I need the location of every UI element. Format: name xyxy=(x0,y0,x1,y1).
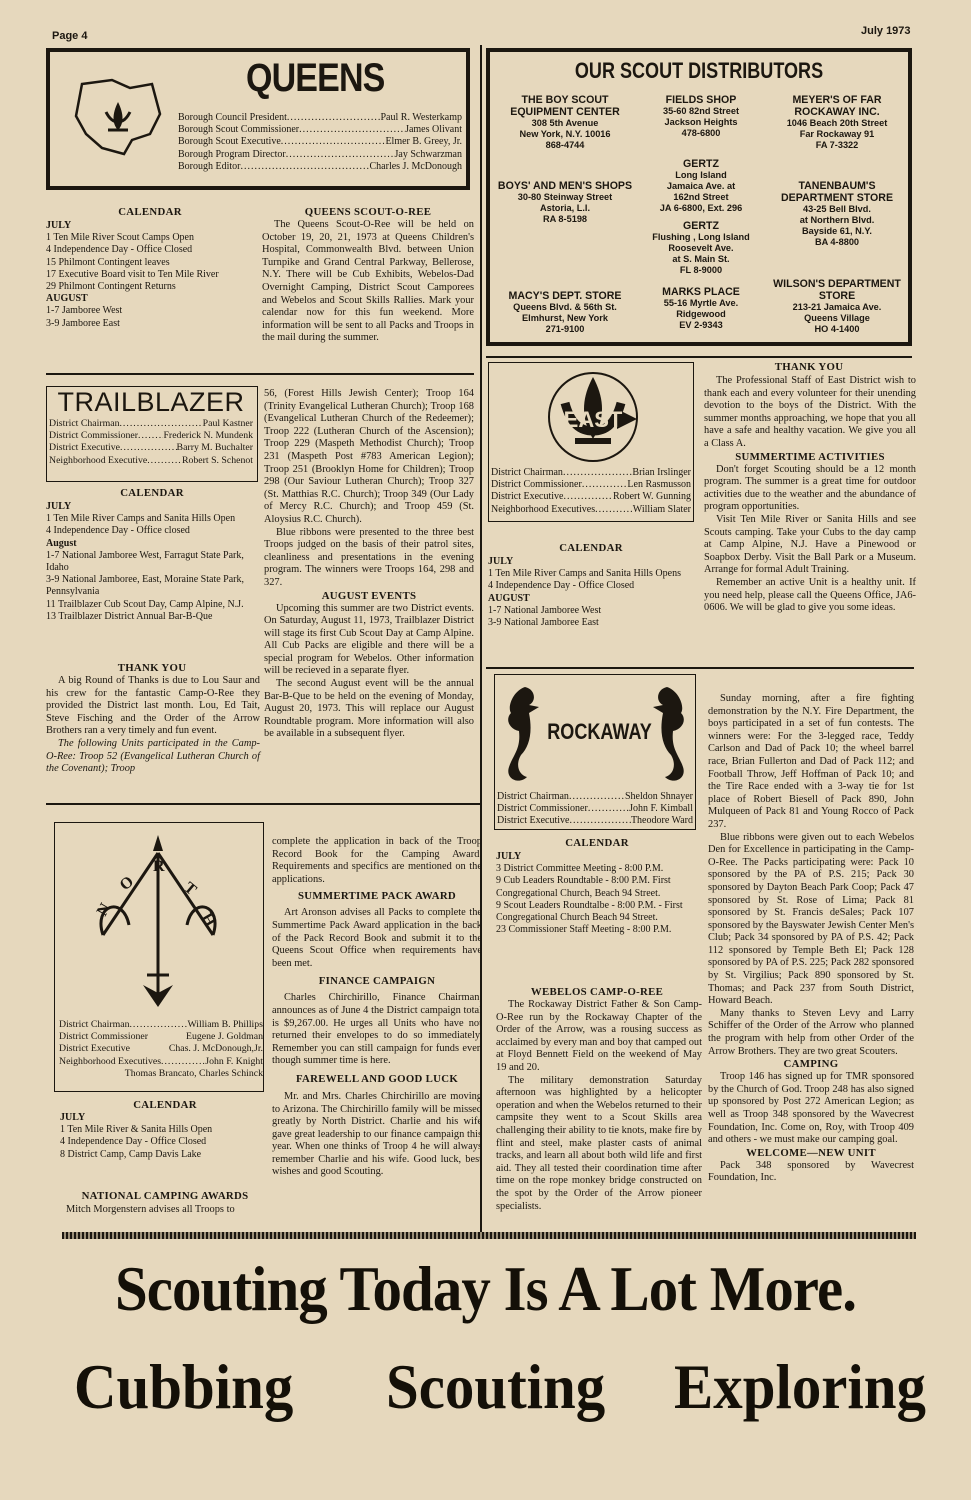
section-divider xyxy=(46,803,480,805)
page-number: Page 4 xyxy=(52,30,88,42)
rockaway-staff-list xyxy=(497,791,693,828)
trailblazer-thanks-text: A big Round of Thanks is due to Lou Saur and his crew for the fantastic Camp-O-Ree they provided the District last month. Lou, Ed Tait, Steve Fisching and the Order of the Arrow Brothers ran a very timely and fun event. The following Units participated in the Camp-O-Ree: Troop 52 (Evangelical Lutheran Church of the Covenant); Troop xyxy=(46,675,260,775)
distributor-entry: TANENBAUM'S DEPARTMENT STORE 43-25 Bell Blvd. at Northern Blvd. Bayside 61, N.Y. BA 4-8800 xyxy=(780,180,894,247)
north-letter-n: N xyxy=(93,900,115,919)
north-farewell-heading: FAREWELL AND GOOD LUCK xyxy=(295,1072,459,1085)
rockaway-title: ROCKAWAY xyxy=(547,719,652,744)
distributors-col-2 xyxy=(638,94,764,331)
distributors-col-3 xyxy=(766,94,908,335)
rockaway-calendar-heading: CALENDAR xyxy=(565,837,629,849)
distributor-entry: WILSON'S DEPARTMENT STORE 213-21 Jamaica Ave. Queens Village HO 4-1400 xyxy=(773,278,901,334)
trailblazer-calendar-heading: CALENDAR xyxy=(120,487,184,499)
north-emblem-icon xyxy=(83,825,233,1015)
section-divider xyxy=(46,373,474,375)
rockaway-calendar: JULY 3 District Committee Meeting - 8:00 P.M. 9 Cub Leaders Roundtable - 8:00 P.M. First Congregational Church, Beach 94 Street. 9 Scout Leaders Roundtalbe - 8:00 P.M. - First Congregational Church Beach 94 Street. 23 Commissioner Staff Meeting - 8:00 P.M. xyxy=(496,851,683,936)
trailblazer-staff-row: District Chairman ..... Paul Kastner xyxy=(49,418,253,430)
queens-staff-row: Borough Scout Commissioner ..... James Olivant xyxy=(178,124,462,136)
slogan-scouting: Scouting xyxy=(386,1351,606,1422)
north-calendar-heading: CALENDAR xyxy=(133,1099,197,1111)
north-col2: complete the application in back of the Troop Record Book for the Camping Award. Requirements and specifics are mentioned on the applications. SUMMERTIME PACK AWARD Art Aronson advises all Packs to complete the Summertime Pack Award application in the back of the Pack Record Book and submit it to the Queens Scout Office when requirements have been met. FINANCE CAMPAIGN Charles Chirchirillo, Finance Chairman, announces as of June 4 the District campaign total is $9,267.00. He urges all Units who have not returned their envelopes to do so immediately. Remember you can still campaign for funds even though summer time is here. FAREWELL AND GOOD LUCK Mr. and Mrs. Charles Chirchirillo are moving to Arizona. The Chirchirillo family will be missed greatly by North District. Charlie and his wife gave great leadership to our finance campaign this year. When one thinks of Troop 4 he will always remember Charlie and his wife. Good luck, best wishes and good Scouting. xyxy=(272,836,482,1178)
rockaway-webelos-text: The Rockaway District Father & Son Camp-O-Ree run by the Rockaway Chapter of the Order of the Arrow, was a rousing success as acclaimed by every man and boy that camped out at Floyd Bennett Field on the weekend of May 19 and 20. The military demonstration Saturday afternoon was highlighted by a helicopter operation and when the Webelos returned to their campsite they went to a Scout Skills area challenging their ability to tie knots, make fire by flint and steel, make plaster casts of animal tracks, and learn all about both wild life and first aid. They all tested their coordination time after time on the rope monkey bridge constructed on the spot by the Order of the Arrow pioneer specialists. xyxy=(496,999,703,1212)
distributor-entry: THE BOY SCOUT EQUIPMENT CENTER 308 5th Avenue New York, N.Y. 10016 868-4744 xyxy=(510,94,620,150)
east-summer-heading: SUMMERTIME ACTIVITIES xyxy=(735,450,885,463)
north-awards-text: Mitch Morgenstern advises all Troops to xyxy=(66,1204,235,1215)
north-staff-row: District Commissioner Eugene J. Goldman xyxy=(59,1031,263,1043)
trailblazer-august-heading: AUGUST EVENTS xyxy=(321,589,417,602)
trailblazer-title: TRAILBLAZER xyxy=(57,387,245,417)
east-staff-row: District Executive ..... Robert W. Gunning xyxy=(491,491,691,503)
east-col2: The Professional Staff of East District wish to thank each and every volunteer for their unending devotion to the boys of the District. With the summer months approaching, we hope that you all have a safe and healthy vacation. We give you all a Class A. SUMMERTIME ACTIVITIES Don't forget Scouting should be a 12 month program. The summer is a great time for outdoor activities due to the weather and the abundance of program opportunities. Visit Ten Mile River or Sanita Hills and see Scouts camping. Take your Cubs to the day camp at Camp Alpine, N.J. Have a Pinewood or Soapbox Derby. Visit the Ball Park or a Museum. Arrange for formal Adult Training. Remember an active Unit is a healthy unit. If you need help, please call the Queens Office, JA6-0606. We will be glad to give you some ideas. xyxy=(704,375,916,614)
trailblazer-masthead xyxy=(46,386,258,482)
distributors-box xyxy=(486,48,912,346)
east-emblem-icon xyxy=(545,369,641,465)
rockaway-camping-heading: CAMPING xyxy=(783,1058,839,1071)
distributor-entry: FIELDS SHOP 35-60 82nd Street Jackson Heights 478-6800 xyxy=(662,94,740,138)
queens-calendar: JULY 1 Ten Mile River Scout Camps Open 4 Independence Day - Office Closed 15 Philmont Contingent leaves 17 Executive Board visit to Ten Mile River 29 Philmont Contingent Returns AUGUST 1-7 Jamboree West 3-9 Jamboree East xyxy=(46,220,219,329)
distributors-col-1 xyxy=(496,94,634,335)
north-letter-o: O xyxy=(116,873,138,895)
north-staff-row: Neighborhood Executives ..... John F. Knight xyxy=(59,1056,263,1068)
north-letter-t: T xyxy=(180,879,200,899)
rockaway-staff-row: District Executive ..... Theodore Ward xyxy=(497,815,693,827)
east-emblem-label: EAST xyxy=(563,407,623,432)
queens-title: QUEENS xyxy=(246,56,385,100)
north-awards-heading: NATIONAL CAMPING AWARDS xyxy=(81,1190,249,1202)
queens-staff-row: Borough Program Director ..... Jay Schwarzman xyxy=(178,149,462,161)
north-staff-list xyxy=(59,1019,263,1080)
north-staff-row: District Chairman ..... William B. Phillips xyxy=(59,1019,263,1031)
queens-calendar-heading: CALENDAR xyxy=(118,206,182,218)
distributor-entry: MARKS PLACE 55-16 Myrtle Ave. Ridgewood EV 2-9343 xyxy=(662,286,740,330)
section-divider xyxy=(486,667,914,669)
seahorse-right-icon xyxy=(651,683,693,787)
east-staff-row: Neighborhood Executives ..... William Slater xyxy=(491,504,691,516)
slogan-exploring: Exploring xyxy=(674,1351,926,1422)
queens-masthead xyxy=(46,48,470,190)
slogan-headline: Scouting Today Is A Lot More. xyxy=(114,1253,857,1324)
east-staff-list xyxy=(491,467,691,516)
distributor-entry: BOYS' AND MEN'S SHOPS 30-80 Steinway Street Astoria, L.I. RA 8-5198 xyxy=(497,180,633,224)
queens-scoutoree-heading: QUEENS SCOUT-O-REE xyxy=(304,206,432,218)
distributor-entry: GERTZ Long Island Jamaica Ave. at 162nd Street JA 6-6800, Ext. 296 xyxy=(659,158,743,213)
queens-staff-row: Borough Scout Executive ..... Elmer B. Greey, Jr. xyxy=(178,136,462,148)
rockaway-webelos-heading: WEBELOS CAMP-O-REE xyxy=(530,986,664,998)
slogan-rule xyxy=(62,1232,916,1239)
queens-scoutoree-text: The Queens Scout-O-Ree will be held on October 19, 20, 21, 1973 at Queens Children's Hospital, Commonwealth Blvd. between Union Turnpike and Grand Central Parkway, Bellerose, N.Y. There will be Cub Exhibits, Webelos-Dad Overnight Camping, District Scout Camporees and Webelos and Scout Skills Rallies. Mark your calendar now for this fun weekend. More information will be sent to all Packs and Troops in the mail during the summer. xyxy=(262,219,474,344)
north-masthead xyxy=(54,822,264,1092)
north-letter-r: R xyxy=(153,858,165,875)
rockaway-col2: Sunday morning, after a fire fighting demonstration by the N.Y. Fire Department, the boys participated in a set of fun contests. The winners were: For the 3-legged race, Teddy Carlson and Dad of Pack 10; the wheel barrel race, Brian Fullerton and Dad of Pack 112; and Football Throw, Jeff Hoffman of Pack 10; and the Tire Race ended with a 3-way tie for 1st place of Robert Biesell of Pack 890, John Mulqueen of Pack 81 and Young Rocco of Pack 237. Blue ribbons were given out to each Webelos Den for Excellence in participating in the Camp-O-Ree. The Packs participating were: Pack 10 sponsored by the PA of P.S. 215; Pack 30 sponsored by Dayton Beach Park Coop; Pack 47 sponsored by St. Rose of Lima; Pack 81 sponsored by St. Francis deSales; Pack 107 sponsored by the Bayswater Jewish Center Men's Club; Pack 34 sponsored by PA of P.S. 42; Pack 112 sponsored by Temple Beth El; Pack 128 sponsored by PA of P.S. 225; Pack 282 sponsored by St. Virgilius; Pack 890 sponsored by St. Thomas; and Pack 237 from South District, Howard Beach. Many thanks to Steven Levy and Larry Schiffer of the Order of the Arrow who planned the program with help from other Order of the Arrow Brothers. They are two great Scouters. CAMPING Troop 146 has signed up for TMR sponsored by the Church of God. Troop 248 has also signed up sponsored by Post 272 American Legion; as well as Troop 348 sponsored by the Wavecrest Foundation, Inc. Come on, Roy, with Troop 409 and others - we must make our camping goal. WELCOME—NEW UNIT Pack 348 sponsored by Wavecrest Foundation, Inc. xyxy=(708,693,914,1184)
trailblazer-staff-row: District Executive ..... Barry M. Buchalter xyxy=(49,442,253,454)
distributor-entry: MEYER'S OF FAR ROCKAWAY INC. 1046 Beach 20th Street Far Rockaway 91 FA 7-3322 xyxy=(786,94,888,150)
east-masthead xyxy=(488,362,694,522)
queens-map-icon xyxy=(72,74,164,158)
section-divider xyxy=(486,356,912,358)
queens-staff-row: Borough Editor ..... Charles J. McDonough xyxy=(178,161,462,173)
north-letter-h: H xyxy=(197,910,219,930)
rockaway-masthead xyxy=(494,674,696,830)
rockaway-staff-row: District Chairman ..... Sheldon Shnayer xyxy=(497,791,693,803)
trailblazer-calendar: JULY 1 Ten Mile River Camps and Sanita Hills Open 4 Independence Day - Office closed August 1-7 National Jamboree West, Farragut State Park, Idaho 3-9 National Jamboree, East, Moraine State Park, Pennsylvania 11 Trailblazer Cub Scout Day, Camp Alpine, N.J. 13 Trailblazer District Annual Bar-B-Que xyxy=(46,501,244,622)
trailblazer-staff-list xyxy=(49,418,253,467)
queens-staff-row: Borough Council President ..... Paul R. Westerkamp xyxy=(178,112,462,124)
trailblazer-staff-row: District Commissioner ..... Frederick N. Mundenk xyxy=(49,430,253,442)
distributor-entry: MACY'S DEPT. STORE Queens Blvd. & 56th St. Elmhurst, New York 271-9100 xyxy=(508,290,622,334)
slogan-cubbing: Cubbing xyxy=(74,1351,294,1422)
north-pack-heading: SUMMERTIME PACK AWARD xyxy=(297,890,457,903)
north-calendar: JULY 1 Ten Mile River & Sanita Hills Open 4 Independence Day - Office Closed 8 District Camp, Camp Davis Lake xyxy=(60,1112,213,1160)
trailblazer-staff-row: Neighborhood Executive ..... Robert S. Schenot xyxy=(49,455,253,467)
north-staff-row: District Executive Chas. J. McDonough,Jr. xyxy=(59,1043,263,1055)
distributor-entry: GERTZ Flushing , Long Island Roosevelt Ave. at S. Main St. FL 8-9000 xyxy=(652,220,750,275)
distributors-title: OUR SCOUT DISTRIBUTORS xyxy=(574,58,824,83)
queens-staff-list xyxy=(178,112,462,173)
issue-date: July 1973 xyxy=(861,25,911,37)
east-staff-row: District Commissioner ..... Len Rasmusson xyxy=(491,479,691,491)
east-thanks-heading: THANK YOU xyxy=(774,361,844,373)
east-calendar-heading: CALENDAR xyxy=(559,542,623,554)
east-staff-row: District Chairman ..... Brian Irslinger xyxy=(491,467,691,479)
north-staff-extra: Thomas Brancato, Charles Schinck xyxy=(124,1067,263,1079)
rockaway-welcome-heading: WELCOME—NEW UNIT xyxy=(746,1146,876,1159)
rockaway-staff-row: District Commissioner ..... John F. Kimball xyxy=(497,803,693,815)
trailblazer-col2: 56, (Forest Hills Jewish Center); Troop 164 (Trinity Evangelical Lutheran Church); Troop 168 (Evangelical Lutheran Church of the Redeemer); Troop 222 (Lutheran Church of the Ascension); Troop 229 (Maspeth Methodist Church); Troop 231 (Maspeth Post #783 American Legion); Troop 251 (Brooklyn Home for Children); Troop 298 (Our Saviour Lutheran Church); Troop 327 (St. Matthias R.C. Church); Troop 349 (Our Lady of Mercy R.C. Church); and Troop 459 (St. Aloysius R.C. Church). Blue ribbons were presented to the three best Troops judged on the basis of their patrol sites, cleanliness and presentations in the evening program. The winners were Troops 164, 298 and 327. AUGUST EVENTS Upcoming this summer are two District events. On Saturday, August 11, 1973, Trailblazer District will stage its first Cub Scout Day at Camp Alpine. All Cub Packs are eligible and there will be a special program for Webelos. Other information will be recieved in a separate flyer. The second August event will be the annual Bar-B-Que to be held on the evening of Monday, August 20, 1973. This will replace our August Roundtable program. More information will also be available in a subsequent flyer. xyxy=(264,388,474,740)
trailblazer-thanks-heading: THANK YOU xyxy=(117,662,187,674)
east-calendar: JULY 1 Ten Mile River Camps and Sanita Hills Opens 4 Independence Day - Office Closed AUGUST 1-7 National Jamboree West 3-9 National Jamboree East xyxy=(488,556,681,629)
north-finance-heading: FINANCE CAMPAIGN xyxy=(318,975,436,988)
seahorse-left-icon xyxy=(499,683,541,787)
